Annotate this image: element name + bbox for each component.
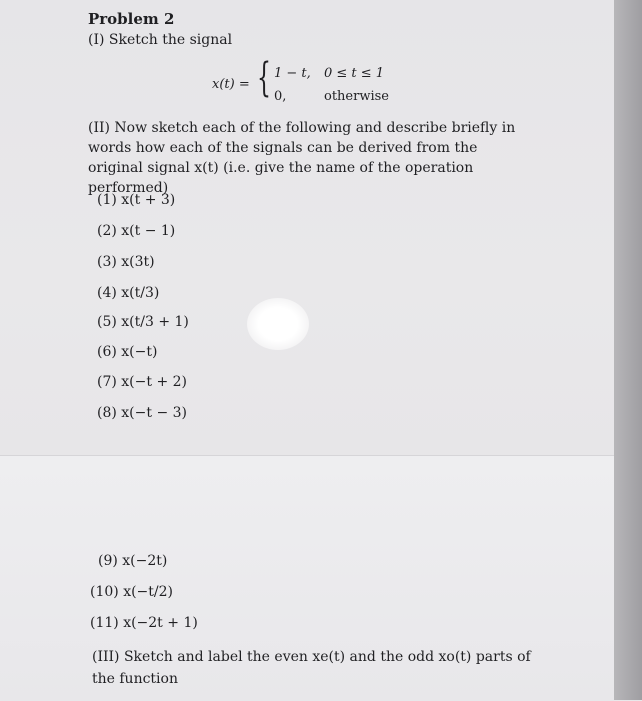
part-two-text: (II) Now sketch each of the following and describe briefly in words how each of the signals can be derived from the original signal x(t) (i.e. give the name of the operation performed) — [88, 120, 516, 196]
case-1-condition: 0 ≤ t ≤ 1 — [324, 66, 385, 81]
item-10: (10) x(−t/2) — [90, 584, 173, 600]
brace-symbol: { — [257, 55, 271, 101]
item-4: (4) x(t/3) — [97, 285, 160, 301]
part-three-text: (III) Sketch and label the even xe(t) and the odd xo(t) parts of the function — [92, 649, 531, 687]
item-6: (6) x(−t) — [97, 344, 158, 360]
item-9: (9) x(−2t) — [98, 553, 168, 569]
case-2-value: 0, — [274, 89, 287, 104]
item-11: (11) x(−2t + 1) — [90, 615, 198, 631]
case-2-condition: otherwise — [324, 89, 389, 104]
item-8: (8) x(−t − 3) — [97, 405, 187, 421]
item-5: (5) x(t/3 + 1) — [97, 314, 189, 330]
problem-title: Problem 2 — [88, 10, 175, 28]
signal-label: x(t) = — [212, 77, 250, 92]
part-one-text: (I) Sketch the signal — [88, 32, 233, 48]
page-edge — [614, 0, 642, 700]
item-3: (3) x(3t) — [97, 254, 155, 270]
item-2: (2) x(t − 1) — [97, 223, 176, 239]
item-1: (1) x(t + 3) — [97, 192, 176, 208]
item-7: (7) x(−t + 2) — [97, 374, 187, 390]
case-1-value: 1 − t, — [274, 66, 311, 81]
light-glare — [247, 298, 309, 350]
